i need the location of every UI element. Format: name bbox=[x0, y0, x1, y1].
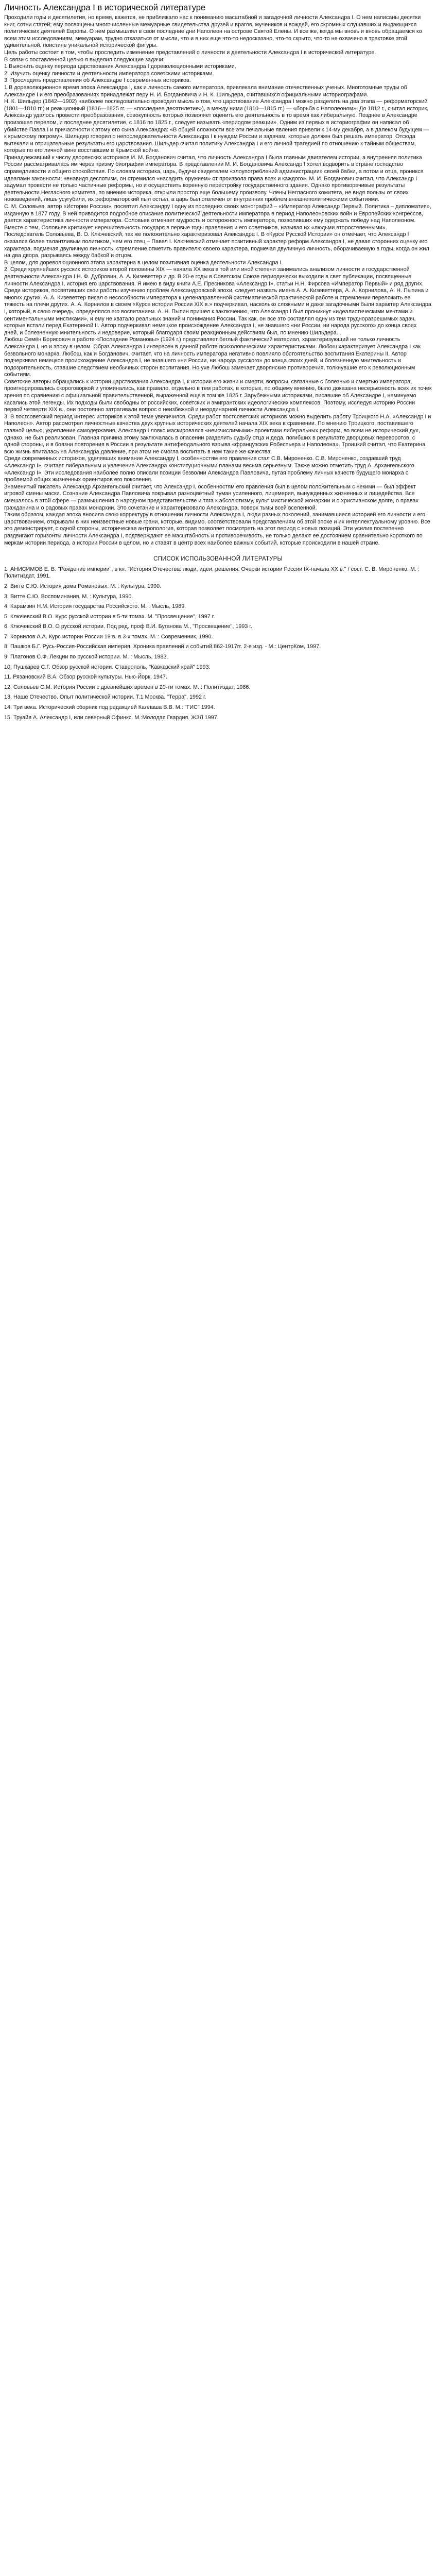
reference-item: 7. Корнилов А.А. Курс истории России 19 в. в 3-х томах. М. : Современник, 1990. bbox=[4, 633, 213, 640]
paragraph: С. М. Соловьев, автор «Истории России», посвятил Александру I одну из последних своих монографий – «Император Александр Первый. Политика – дипломатия», изданную в 1877 году. В ней приводится подробное описание политической деятельности императора в период Наполеоновских войн и Европейских конгрессов, дается характеристика личности императора. Соловьев отмечает мудрость и осторожность императора, позволивших ему одержать победу над Наполеоном. Вместе с тем, Соловьев критикует нерешительность государя в первые годы правления и его советников, называя их «людьми второстепенными». bbox=[4, 204, 431, 231]
paragraph: 3. В постсоветский период интерес историков к этой теме увеличился. Среди работ постсоветских историков можно выделить работу Троицкого Н.А. «Александр I и Наполеон». Автор рассмотрел личностные качества двух крупных исторических деятелей начала XIX века в сравнении. По мнению Троицкого, поставившего главной целью, укрепление самодержавия, Александр I ловко маскировался «неисчислимыми» проектами либеральных реформ, во всем не исторический дух, однако, не был реализован. Главная причина этому заключалась в опасении разделить судьбу отца и деда, погибших в результате дворцовых переворотов, с одной стороны, и в боязни повторения в России в результате антифеодального взрыва «французских Робеспьера и Наполеона». Троицкий считал, что Екатерина всю жизнь впиталась на Александра давление, при этом не смогла воспитать в нем такие же качества. bbox=[4, 413, 431, 455]
paragraph: В целом, для дореволюционного этапа характерна в целом позитивная оценка деятельности Александра I. bbox=[4, 259, 283, 266]
references-heading: СПИСОК ИСПОЛЬЗОВАННОЙ ЛИТЕРАТУРЫ bbox=[153, 556, 283, 563]
reference-item: 14. Три века. Исторический сборник под редакцией Каллаша В.В. М.: "ГИС" 1994. bbox=[4, 704, 215, 711]
reference-item: 11. Рязановский В.А. Обзор русской культуры. Нью-Йорк, 1947. bbox=[4, 674, 167, 681]
paragraph: Среди историков, посвятивших свои работы изучению проблем Александровской эпохи, следует назвать имена А. А. Кизеветтера, А. А. Корнилова, А. Н. Пыпина и многих других. А. А. Кизеветтер писал о несособности императора к целенаправленной систематической практической работе и стремлении переложить ее тяжесть на плечи других. А. А. Корнилов в своем «Курсе истории России XIX в.» подчеркивал, насколько сложными и даже загадочными были характер Александра I, который, в свою очередь, определялся его воспитанием. А. Н. Пыпин пришел к заключению, что Александр I был проникнут «идеалистическими мечтами и сентиментальными мистиками», и ему не хватало реальных знаний и понимания России. Так как, он все это составлял одну из тем трудноразрешимых задач, которые встали перед Екатериной II. Автор подчеркивал немецкое происхождение Александра I, не знавшего «ни России, ни народа русского» до конца своих дней, и болезненную мнительность и недоверие, который благодаря своим реакционным действиям был, по мнению Шильдера... bbox=[4, 287, 431, 336]
article-body bbox=[4, 14, 432, 547]
paragraph: Таким образом, каждая эпоха вносила свою корректуру в отношении личности Александра I, люди разных поколений, занимавшиеся историей его личности и его царствованием, открывали в них неизвестные новые грани, которые, видимо, соответствовали представлениям об этой эпохе и их интеллектуальному уровню. Все это демонстрирует, с одной стороны, историческая антропология, которая позволяет посмотреть на этот период с новых позиций. Эти усилия постепенно раздвигают горизонты личности Александра I, подтверждают ее масштабность и противоречивость, не только делают ее достоянием сравнительно короткого по меркам истории периода, а истории России в целом, но и ставят в центр всех наиболее важных событий, которые происходили в нашей стране. bbox=[4, 512, 430, 546]
paragraph: Цель работы состоит в том, чтобы проследить изменение представлений о личности и деятельности Александра I в исторической литературе. bbox=[4, 49, 376, 56]
reference-item: 4. Карамзин Н.М. История государства Российского. М. : Мысль, 1989. bbox=[4, 603, 186, 610]
reference-item: 9. Платонов С.Ф. Лекции по русской истории. М. : Мысль, 1983. bbox=[4, 654, 168, 660]
paragraph: Н. К. Шильдер (1842—1902) наиболее последовательно проводил мысль о том, что царствование Александра I можно разделить на два этапа — реформаторский (1801—1810 гг.) и реакционный (1816—1825 гг. — «последнее десятилетие»), а между ними (1810—1815 гг.) — «борьба с Наполеоном». До 1812 г., считал историк, Александр удалось провести преобразования, совокупность которых позволяет оценить его деятельность в то время как либеральную. Позднее в Александре произошел перелом, и последнее десятилетие, с 1816 по 1825 г., следует называть «периодом реакции». Одним из первых в историографии он написал об убийстве Павла I и причастности к этому его сына Александра: «В общей сложности все эти печальные явления привели к 14-му декабря, а в далеком будущем — к крымскому погрому». Шильдер говорил о непоследовательности Александра I к нуждам России и задачам, которые должен был решать император. Отсюда вытекали и отрицательные результаты его царствования. Шильдер считал политику Александра I и его личной трагедией по отношению к тайным обществам, которые по его личной вине восставшим в Крымской войне. bbox=[4, 98, 429, 154]
paragraph: Проходили годы и десятилетия, но время, кажется, не приближало нас к пониманию масштабной и загадочной личности Александра I. О нем написаны десятки книг, сотни статей; ему посвящены многочисленные мемуарные свидетельства друзей и врагов, мучеников и вождей, его скромных слушавших и выдающихся политических деятелей Европы. О нем размышлял в свои последние дни Наполеон на острове Святой Елены. И все же, когда мы вновь и вновь обращаемся ко всем этим исследованиям, мемуарам, трудно отказаться от мысли, что и в них еще что-то недосказано, что-то скрыто, что-то не охвачено в трактовке этой удивительной, поистине уникальной исторической фигуры. bbox=[4, 14, 422, 49]
reference-item: 1. АНИСИМОВ Е. В. "Рождение империи", в кн. "История Отечества: люди, идеи, решения. Очерки истории России IX-начала XX в." / сост. С. В. Мироненко. М. : Политиздат, 1991. bbox=[4, 566, 420, 580]
references-list bbox=[4, 566, 432, 722]
reference-item: 10. Пушкарев С.Г. Обзор русской истории. Ставрополь, "Кавказский край" 1993. bbox=[4, 664, 211, 670]
paragraph: В связи с поставленной целью я выделил следующие задачи: bbox=[4, 56, 165, 63]
reference-item: 3. Витте С.Ю. Воспоминания. М. : Культура, 1990. bbox=[4, 593, 133, 600]
paragraph: Знаменитый писатель Александр Архангельский считает, что Александр I, особенностям его правления был в целом положительным с некими — был эффект игровой смены маски. Сознание Александра Павловича покрывал разноцветный туман усиленного, лицемерия, вынужденных жизненных и лицедейства. Все смешалось в этой сфере — размышления о народном представительстве и тяга к абсолютизму, культ мистической монархии и о христианском долге, о правах гражданина и о радовых правах монархии. Это сочетание и характеризовало Александра, поверх тьмы всей вселенной. bbox=[4, 483, 418, 511]
paragraph: Последователь Соловьева, В. О. Ключевский, так же положительно характеризовал Александра I. В «Курсе Русской Истории» он отмечает, что Александр I оказался более талантливым политиком, чем его отец – Павел I. Ключевский отмечает позитивный характер реформ Александра I, не давая сторонних оценку его характера, подмечая двуличную личность, стремление отметить правителю своего характера, подмечая двуличную личность, оборачиваемую в годы, когда он жил на два двора, разрываясь между бабкой и отцом. bbox=[4, 231, 429, 259]
reference-item: 2. Вигге С.Ю. История дома Романовых. М. : Культура, 1990. bbox=[4, 583, 162, 589]
paragraph: Среди современных историков, уделявших внимание Александру I, особенностям его правления стал С.В. Мироненко. С.В. Мироненко, создавший труд «Александр I», считает либеральным и увлечение Александра конституционными планами весьма серьезным. Также можно отметить труд А. Архангельского «Александр I». Эти исследования наиболее полно описали позиции безволии Александра Павловича, путая проблему личных качеств будущего монарха с проблемой общих жизненных ориентиров его поколения. bbox=[4, 455, 414, 483]
paragraph: 1.Выяснить оценку периода царствования Александра I дореволюционными историками. bbox=[4, 63, 236, 70]
page-title: Личность Александра I в исторической литературе bbox=[4, 3, 206, 12]
paragraph: Советские авторы обращались к истории царствования Александра I, к истории его жизни и смерти, вопросы, связанные с болезнью и смертью императора, проигнорировались скороговоркой и упоминались, как правило, отдельно в тем работах, в которых, по общему мнению, было доказана несерьезность всех их точек зрения по сравнению с официальной правительственной, выраженной еще в том же 1825 г. Зарубежными историками, писавшие об Александре I, неминуемо касались этой легенды. Их подходы были свободны от российских, советских и эмигрантских идеологических комплексов. Поэтому, исследуя историю России первой четверти XIX в., они постоянно затрагивали вопрос о неизбежной и неординарной личности Александра I. bbox=[4, 378, 432, 413]
document-body bbox=[0, 0, 436, 721]
reference-item: 12. Соловьев С.М. История России с древнейших времен в 20-ти томах. М. : Политиздат, 1986. bbox=[4, 684, 251, 690]
reference-item: 13. Наше Отечество. Опыт политической истории. Т.1 Москва. "Терра", 1992 г. bbox=[4, 694, 206, 701]
paragraph: Принадлежавший к числу дворянских историков И. М. Богданович считал, что личность Александра I была главным двигателем истории, а внутренняя политика России рассматривалась им через призму биографии императора. В представлении М. И. Богдановича Александр I хотел водворить в стране господство справедливости и общего спокойствия. По словам историка, царь, будучи свидетелем «злоупотреблений администрации» своей бабки, а потом и отца, проникся идеалами законности; ненавидя деспотизм, он стремился «насадить оружием» от произвола права всех и каждого». М. И. Богданович считал, что Александр I задумал провести не только частичные реформы, но и осуществить коренную перестройку государственного здания. Однако противоречивые результаты деятельности Негласного комитета, по мнению историка, открыли простор еще большему произволу. Члены Негласного комитета, не видя пользы от своих нововведений, лишь усугубили, их реформаторский пыл остыл, а царь был отвлечен от внутренних проблем внешнеполитическими событиями. bbox=[4, 154, 424, 203]
paragraph: 1.В дореволюционное время эпоха Александра I, как и личность самого императора, привлекала внимание отечественных ученых. Многотомные труды об Александре I и его преобразованиях принадлежат перу Н. И. Богдановича и Н. К. Шильдера, считавшихся официальными историографами. bbox=[4, 84, 407, 98]
paragraph: Любош Семён Борисович в работе «Последние Романовы» (1924 г.) представляет беглый фактический материал, характеризующий не только личность Александра I, но и эпоху в целом. Образ Александра I интересен в данной работе психологическими характеристиками. Любош характеризует Александра I как безвольного монарха. Любош, как и Богданович, считает, что на личность императора негативно повлияло обстоятельство воспитания Екатерины II. Автор подчеркивал немецкое происхождение Александра I, не знавшего «ни России, ни народа русского» до конца своих дней, и болезненную мнительность и подозрительность, ставшие следствием необычных сторон воспитания. Но ухе Любош замечает дворянские противоречия, толкнувшие его к революционным событиям. bbox=[4, 336, 421, 378]
paragraph: 3. Проследить представления об Александре I современных историков. bbox=[4, 77, 191, 84]
reference-item: 5. Ключевский В.О. Курс русской истории в 5-ти томах. М. "Просвещение", 1997 г. bbox=[4, 613, 215, 620]
reference-item: 6. Ключевский В.О. О русской истории. Под ред. проф В.И. Буганова М., "Просвещение", 1993 г. bbox=[4, 623, 253, 630]
paragraph: 2. Среди крупнейших русских историков второй половины XIX — начала XX века в той или иной степени занимались анализом личности и государственной деятельности Александра I Н. Ф. Дубровин, А. А. Кизеветтер и др. В 20-е годы в Советском Союзе периодически выходили в свет публикации, посвященные личности Александра I, история его царствования. Я имею в виду книги А.Е. Пресникова «Александр I», статьи Н.Н. Фирсова «Император Первый» и ряд других. bbox=[4, 266, 424, 287]
reference-item: 8. Пашков Б.Г. Русь-Россия-Российская империя. Хроника правлений и событий.862-1917гг. 2-е изд. - М.: ЦентрКом, 1997. bbox=[4, 643, 321, 650]
paragraph: 2. Изучить оценку личности и деятельности императора советскими историками. bbox=[4, 70, 214, 77]
reference-item: 15. Труайя А. Александр I, или северный Сфинкс. М.:Молодая Гвардия. ЖЗЛ 1997. bbox=[4, 714, 219, 721]
